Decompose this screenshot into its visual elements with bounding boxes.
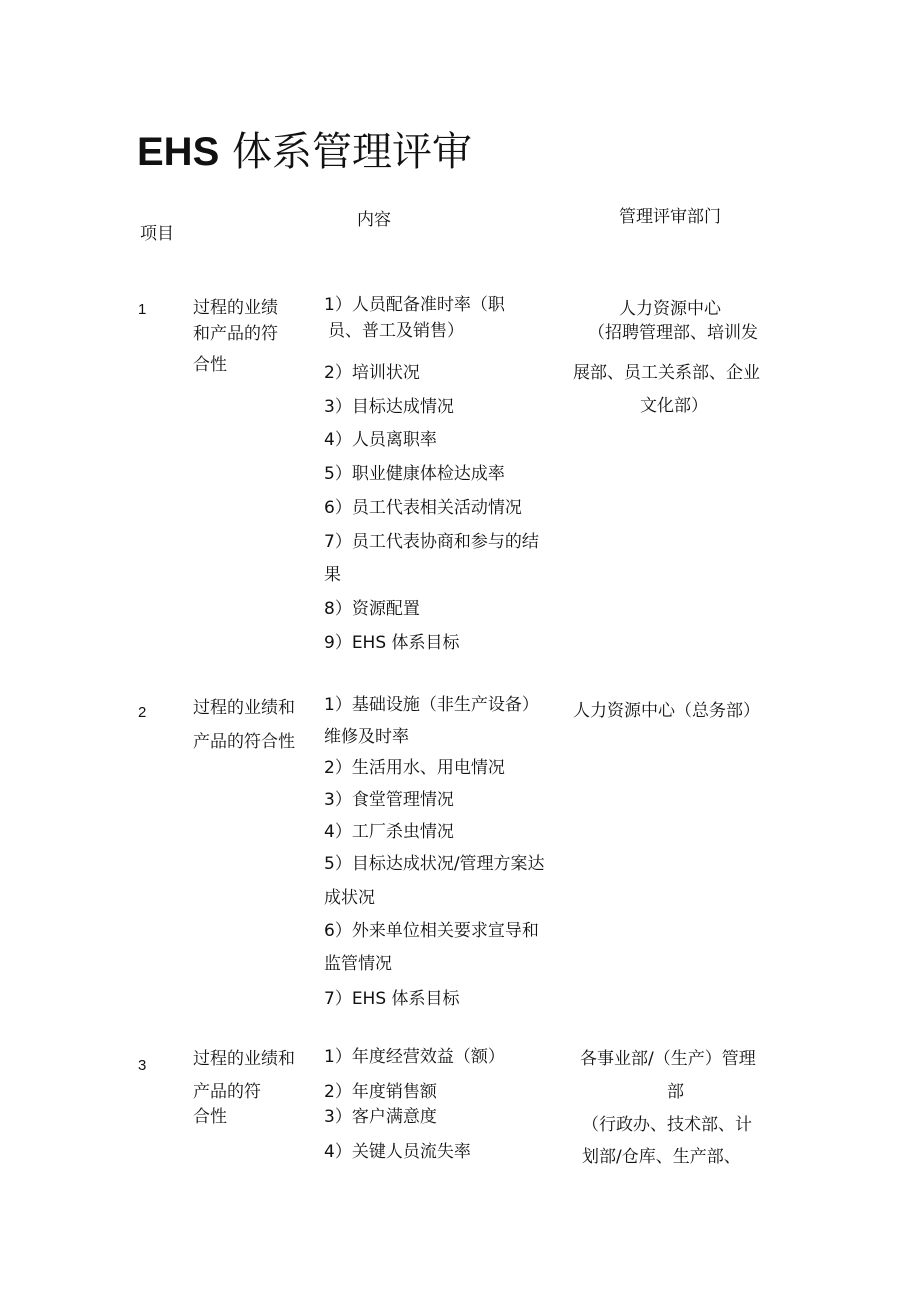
row-item-line: 过程的业绩和 — [193, 1049, 295, 1069]
row-item-line: 合性 — [193, 355, 227, 375]
content-line: 4）关键人员流失率 — [324, 1142, 471, 1162]
title-latin: EHS — [137, 130, 220, 174]
dept-line: 部 — [667, 1082, 684, 1102]
row-item-line: 产品的符 — [193, 1082, 261, 1102]
header-item: 项目 — [140, 224, 174, 244]
dept-line: 展部、员工关系部、企业 — [573, 363, 760, 383]
content-line: 4）工厂杀虫情况 — [324, 822, 454, 842]
content-line: 8）资源配置 — [324, 599, 420, 619]
dept-line: 人力资源中心（总务部） — [573, 701, 760, 721]
content-line: 4）人员离职率 — [324, 430, 437, 450]
content-line: 成状况 — [324, 888, 375, 908]
row-number: 1 — [138, 301, 147, 318]
content-line: 9）EHS 体系目标 — [324, 633, 460, 653]
dept-line: （行政办、技术部、计 — [582, 1115, 752, 1135]
dept-line: 人力资源中心 — [619, 299, 721, 319]
content-line: 监管情况 — [324, 954, 392, 974]
content-line: 维修及时率 — [324, 727, 409, 747]
content-line: 3）目标达成情况 — [324, 397, 454, 417]
dept-line: 划部/仓库、生产部、 — [582, 1147, 741, 1167]
content-line: 员、普工及销售） — [328, 321, 464, 341]
content-line: 7）EHS 体系目标 — [324, 989, 460, 1009]
row-item-line: 过程的业绩和 — [193, 698, 295, 718]
row-number: 2 — [138, 704, 147, 721]
content-line: 果 — [324, 565, 341, 585]
row-item-line: 过程的业绩 — [193, 298, 278, 318]
header-dept: 管理评审部门 — [619, 207, 721, 227]
content-line: 3）客户满意度 — [324, 1107, 437, 1127]
content-line: 2）年度销售额 — [324, 1082, 437, 1102]
content-line: 2）培训状况 — [324, 363, 420, 383]
row-item-line: 和产品的符 — [193, 324, 278, 344]
header-content: 内容 — [357, 210, 391, 230]
row-number: 3 — [138, 1057, 147, 1074]
dept-line: （招聘管理部、培训发 — [588, 323, 758, 343]
content-line: 2）生活用水、用电情况 — [324, 758, 505, 778]
content-line: 5）目标达成状况/管理方案达 — [324, 854, 545, 874]
dept-line: 各事业部/（生产）管理 — [580, 1049, 756, 1069]
content-line: 6）员工代表相关活动情况 — [324, 498, 522, 518]
content-line: 1）基础设施（非生产设备） — [324, 695, 539, 715]
content-line: 7）员工代表协商和参与的结 — [324, 532, 539, 552]
row-item-line: 产品的符合性 — [193, 732, 295, 752]
page-title — [137, 128, 472, 176]
row-item-line: 合性 — [193, 1107, 227, 1127]
content-line: 6）外来单位相关要求宣导和 — [324, 921, 539, 941]
content-line: 5）职业健康体检达成率 — [324, 464, 505, 484]
content-line: 1）人员配备准时率（职 — [324, 295, 505, 315]
dept-line: 文化部） — [640, 396, 708, 416]
title-cjk: 体系管理评审 — [219, 129, 472, 175]
content-line: 1）年度经营效益（额） — [324, 1047, 505, 1067]
content-line: 3）食堂管理情况 — [324, 790, 454, 810]
